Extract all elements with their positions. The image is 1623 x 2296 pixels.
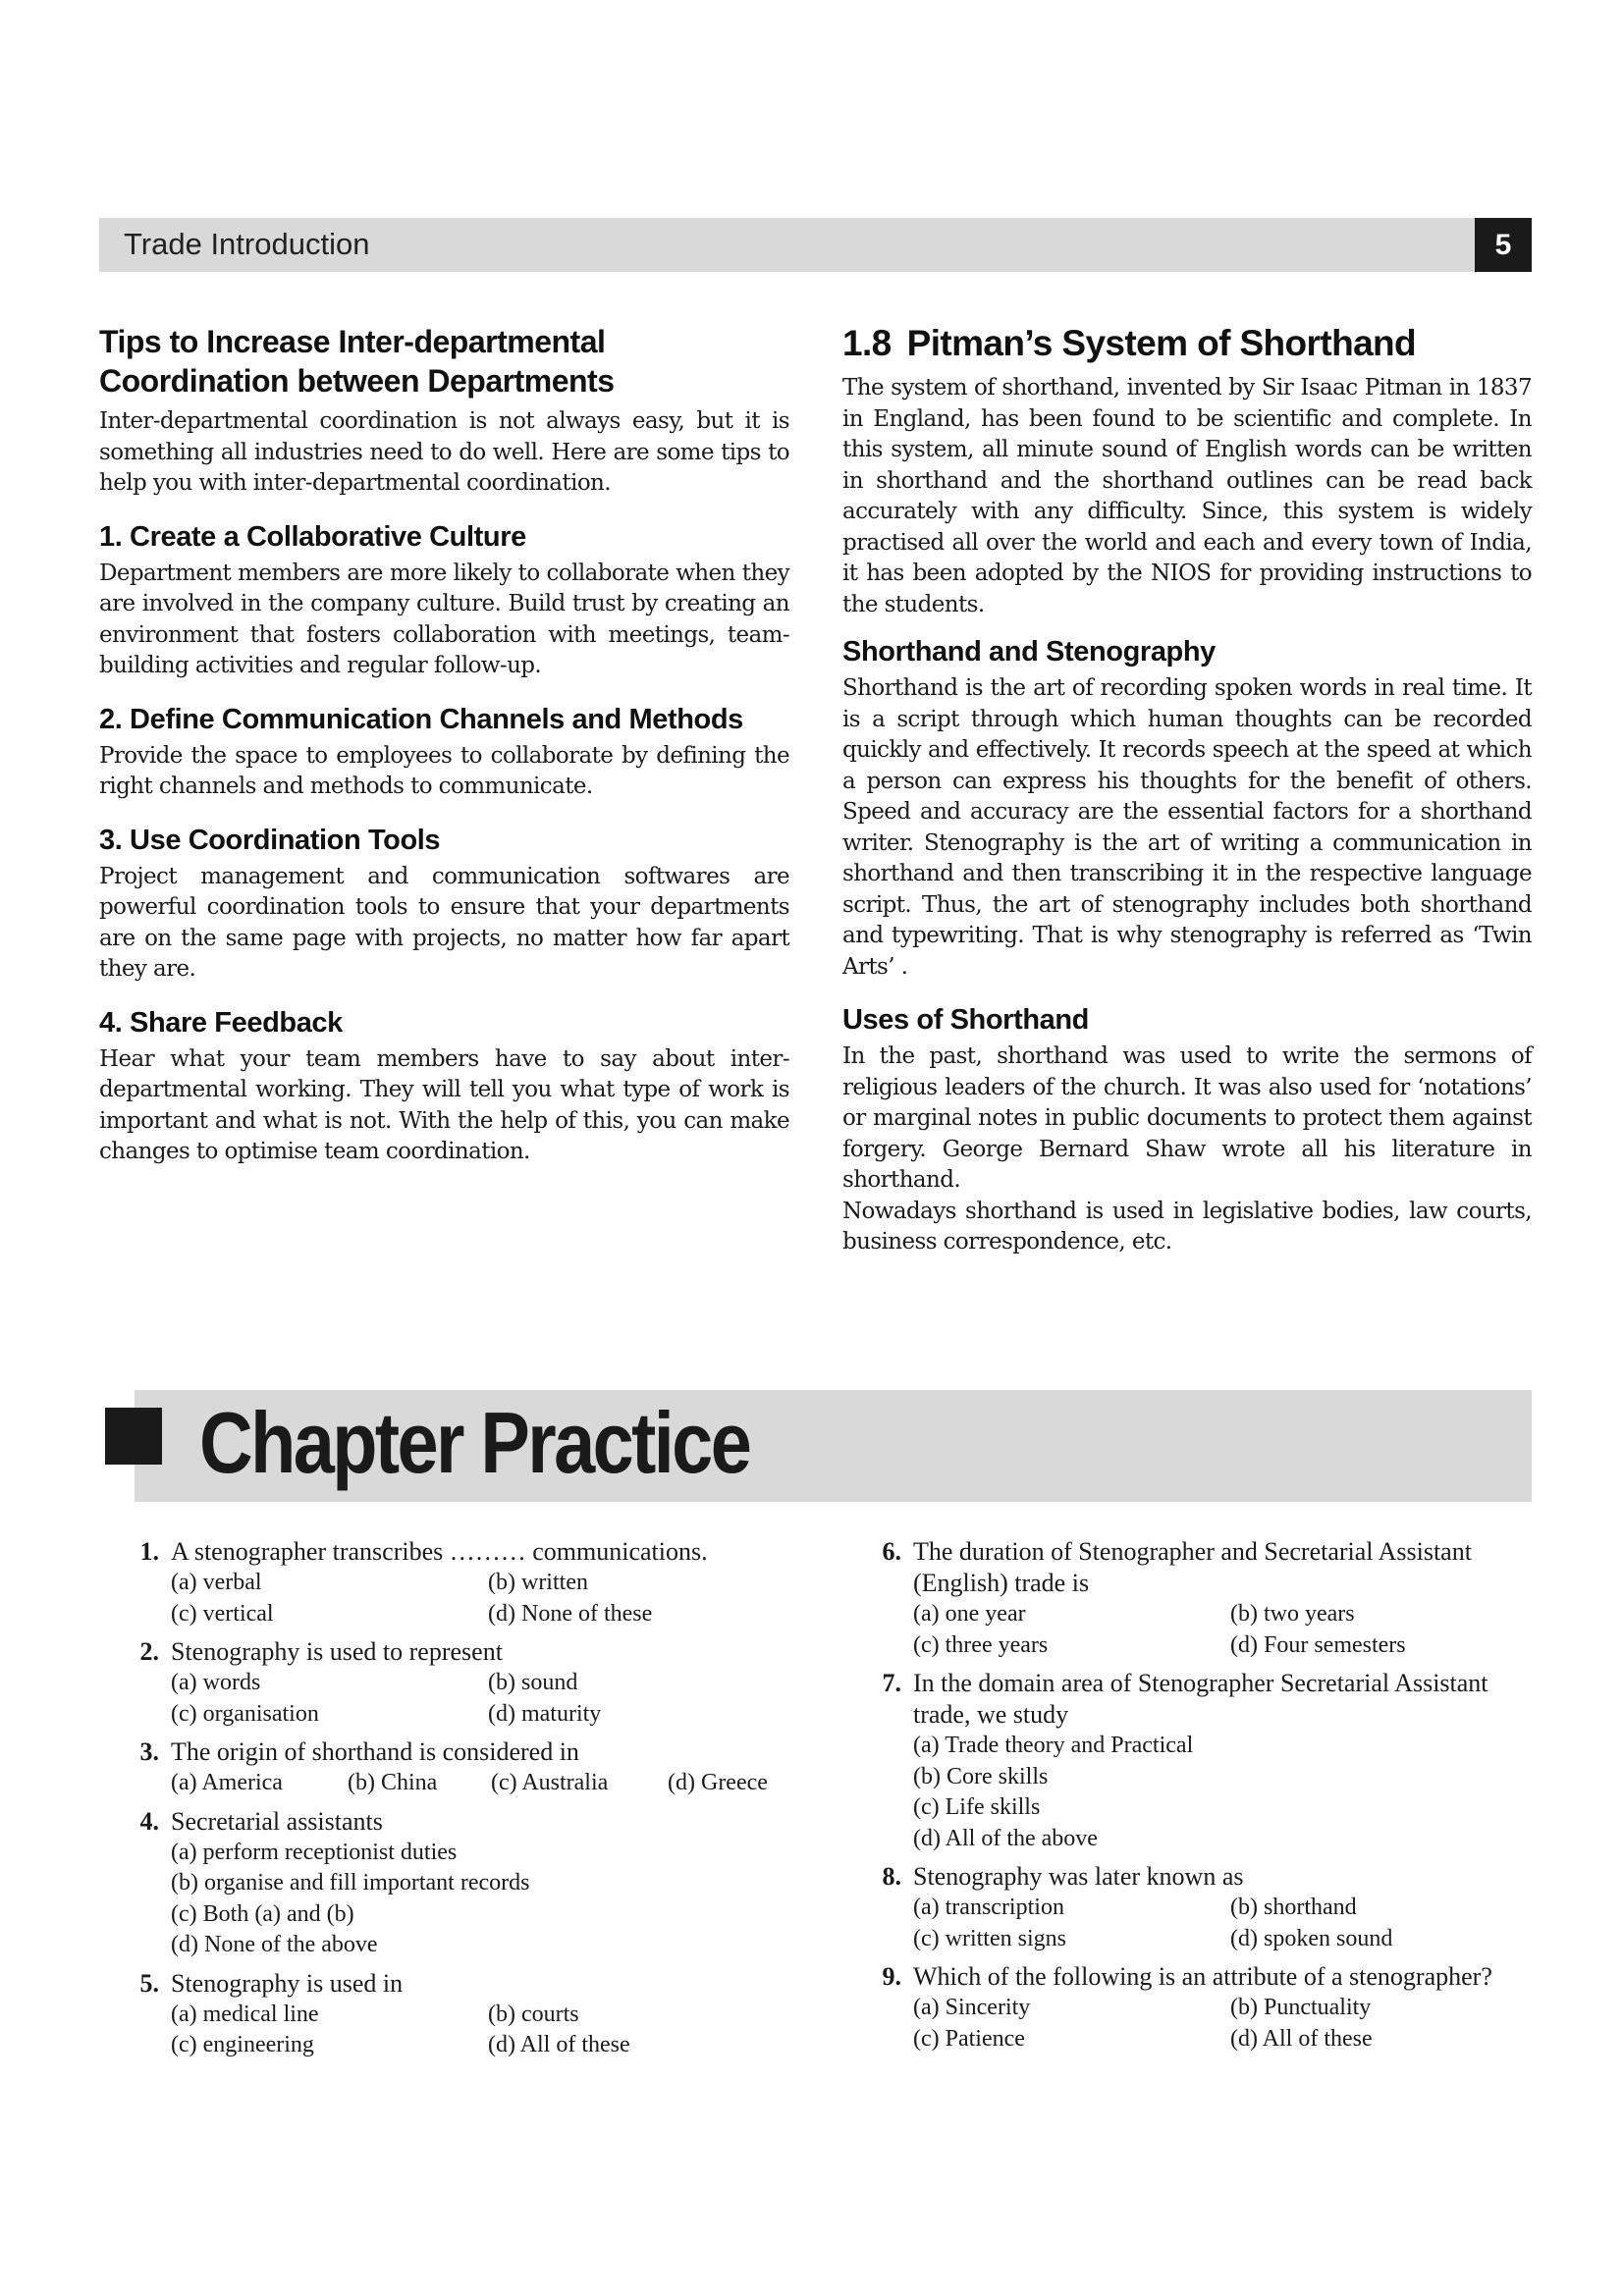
answer-option: (a) Sincerity: [913, 1995, 1031, 2020]
answer-option: (a) America: [171, 1770, 283, 1795]
tip-heading: 1. Create a Collaborative Culture: [99, 520, 526, 553]
answer-option: (a) medical line: [171, 2001, 319, 2027]
question-number: 3.: [139, 1737, 159, 1766]
tip-body: Department members are more likely to collaborate when they are involved in the company culture. Build trust by creating an environment that fosters collaboration with meetings, team-building activities and regular follow-up.: [99, 560, 789, 678]
right-column: [842, 322, 1532, 1258]
question-item: [118, 1968, 805, 2061]
answer-option: (b) shorthand: [1230, 1895, 1357, 1920]
question-number: 5.: [139, 1968, 159, 1998]
subsection-body: In the past, shorthand was used to write the sermons of religious leaders of the church. It was also used for ‘notations’ or marginal notes in public documents to protect them against forgery. George Bernard Shaw wrote all his literature in shorthand.: [842, 1043, 1532, 1193]
section-number: 1.8: [842, 323, 892, 363]
left-intro-paragraph: Inter-departmental coordination is not always easy, but it is something all industries need to do well. Here are some tips to help you with inter-departmental coordination.: [99, 408, 789, 496]
subsection-body: Shorthand is the art of recording spoken words in real time. It is a script through which human thoughts can be recorded quickly and effectively. It records speech at the speed at which a person can express his thoughts for the benefit of others. Speed and accuracy are the essential factors for a shorthand writer. Stenography is the art of writing a communication in shorthand and then transcribing it in the respective language script. Thus, the art of stenography includes both shorthand and typewriting. That is why stenography is referred as ‘Twin Arts’ .: [842, 675, 1532, 980]
subsection-heading: Shorthand and Stenography: [842, 636, 1216, 667]
question-item: [860, 1668, 1538, 1854]
answer-option: (c) Patience: [913, 2025, 1025, 2052]
left-title-line2: Coordination between Departments: [99, 363, 615, 399]
answer-option: (d) None of the above: [171, 1932, 378, 1957]
questions-right-column: [860, 1536, 1538, 2061]
answer-option: (b) China: [348, 1770, 438, 1795]
answer-option: (c) vertical: [171, 1600, 274, 1627]
left-section-title: [99, 322, 789, 400]
question-item: [118, 1636, 805, 1730]
tip-body: Hear what your team members have to say about inter-departmental working. They will tell you what type of work is important and what is not. With the help of this, you can make changes to optimise team coordination.: [99, 1045, 789, 1164]
question-item: [118, 1536, 805, 1629]
section-intro-paragraph: The system of shorthand, invented by Sir Isaac Pitman in 1837 in England, has been found to be scientific and complete. In this system, all minute sound of English words can be written in shorthand and the shorthand outlines can be read back accurately with any difficulty. Since, this system is widely practised all over the world and each and every town of India, it has been adopted by the NIOS for providing instructions to the students.: [842, 375, 1532, 617]
answer-option: (b) written: [488, 1570, 588, 1595]
answer-option: (b) Core skills: [913, 1763, 1049, 1789]
answer-option: (d) Greece: [668, 1770, 768, 1795]
answer-option: (b) two years: [1230, 1601, 1355, 1627]
page-number: 5: [1475, 218, 1532, 272]
answer-option: (a) verbal: [171, 1570, 262, 1595]
section-title: Pitman’s System of Shorthand: [906, 323, 1417, 363]
subsection-body: Nowadays shorthand is used in legislative bodies, law courts, business correspondence, etc.: [842, 1198, 1532, 1255]
answer-option: (a) words: [171, 1670, 261, 1695]
answer-option: (c) organisation: [171, 1700, 319, 1727]
answer-option: (c) engineering: [171, 2032, 314, 2057]
answer-option: (b) organise and fill important records: [171, 1870, 530, 1896]
section-heading: [842, 322, 1532, 365]
answer-option: (c) Life skills: [913, 1794, 1041, 1820]
subsection-heading: Uses of Shorthand: [842, 1004, 1089, 1036]
question-text: A stenographer transcribes ……… communications.: [171, 1537, 708, 1566]
answer-option: (c) three years: [913, 1631, 1049, 1658]
square-bullet-icon: [105, 1408, 162, 1465]
question-text: The origin of shorthand is considered in: [171, 1737, 579, 1766]
questions-left-column: [118, 1536, 805, 2068]
answer-option: (a) one year: [913, 1601, 1026, 1627]
question-item: [860, 1861, 1538, 1954]
question-item: [118, 1736, 805, 1799]
question-text: The duration of Stenographer and Secretarial Assistant (English) trade is: [913, 1537, 1472, 1597]
answer-option: (b) sound: [488, 1670, 578, 1695]
question-item: [860, 1536, 1538, 1661]
answer-option: (d) All of these: [1230, 2025, 1373, 2052]
answer-option: (b) Punctuality: [1230, 1995, 1372, 2020]
header-title: Trade Introduction: [124, 227, 370, 261]
question-number: 2.: [139, 1637, 159, 1666]
question-item: [860, 1961, 1538, 2055]
answer-option: (d) All of the above: [913, 1825, 1098, 1851]
question-text: Secretarial assistants: [171, 1806, 383, 1836]
tip-heading: 3. Use Coordination Tools: [99, 824, 441, 856]
tip-heading: 2. Define Communication Channels and Methods: [99, 703, 743, 735]
answer-option: (a) Trade theory and Practical: [913, 1733, 1194, 1758]
answer-option: (d) All of these: [488, 2032, 630, 2057]
question-text: Stenography is used in: [171, 1968, 404, 1998]
question-number: 6.: [882, 1537, 901, 1566]
question-number: 7.: [882, 1669, 901, 1697]
answer-option: (d) None of these: [488, 1600, 653, 1627]
chapter-practice-title: Chapter Practice: [199, 1394, 750, 1491]
tip-heading: 4. Share Feedback: [99, 1006, 343, 1039]
tip-body: Project management and communication softwares are powerful coordination tools to ensure that your departments are on the same page with projects, no matter how far apart they are.: [99, 863, 789, 982]
question-number: 4.: [139, 1806, 159, 1836]
answer-option: (a) transcription: [913, 1895, 1064, 1920]
left-column: [99, 322, 789, 1168]
question-item: [118, 1806, 805, 1961]
answer-option: (c) Australia: [491, 1770, 609, 1795]
question-number: 8.: [882, 1862, 901, 1891]
answer-option: (c) Both (a) and (b): [171, 1900, 354, 1927]
answer-option: (b) courts: [488, 2001, 579, 2027]
question-text: Which of the following is an attribute of a stenographer?: [913, 1962, 1492, 1991]
answer-option: (d) Four semesters: [1230, 1631, 1406, 1658]
tip-body: Provide the space to employees to collaborate by defining the right channels and methods to communicate.: [99, 742, 789, 799]
answer-option: (d) spoken sound: [1230, 1925, 1393, 1951]
question-text: In the domain area of Stenographer Secretarial Assistant trade, we study: [913, 1669, 1488, 1729]
left-title-line1: Tips to Increase Inter-departmental: [99, 324, 606, 359]
question-text: Stenography is used to represent: [171, 1637, 503, 1666]
chapter-practice-banner: [99, 1390, 1532, 1502]
answer-option: (a) perform receptionist duties: [171, 1839, 458, 1865]
answer-option: (c) written signs: [913, 1925, 1066, 1951]
question-text: Stenography was later known as: [913, 1862, 1244, 1891]
question-number: 1.: [139, 1537, 159, 1566]
question-number: 9.: [882, 1962, 901, 1991]
running-header: [99, 218, 1532, 272]
answer-option: (d) maturity: [488, 1700, 602, 1727]
